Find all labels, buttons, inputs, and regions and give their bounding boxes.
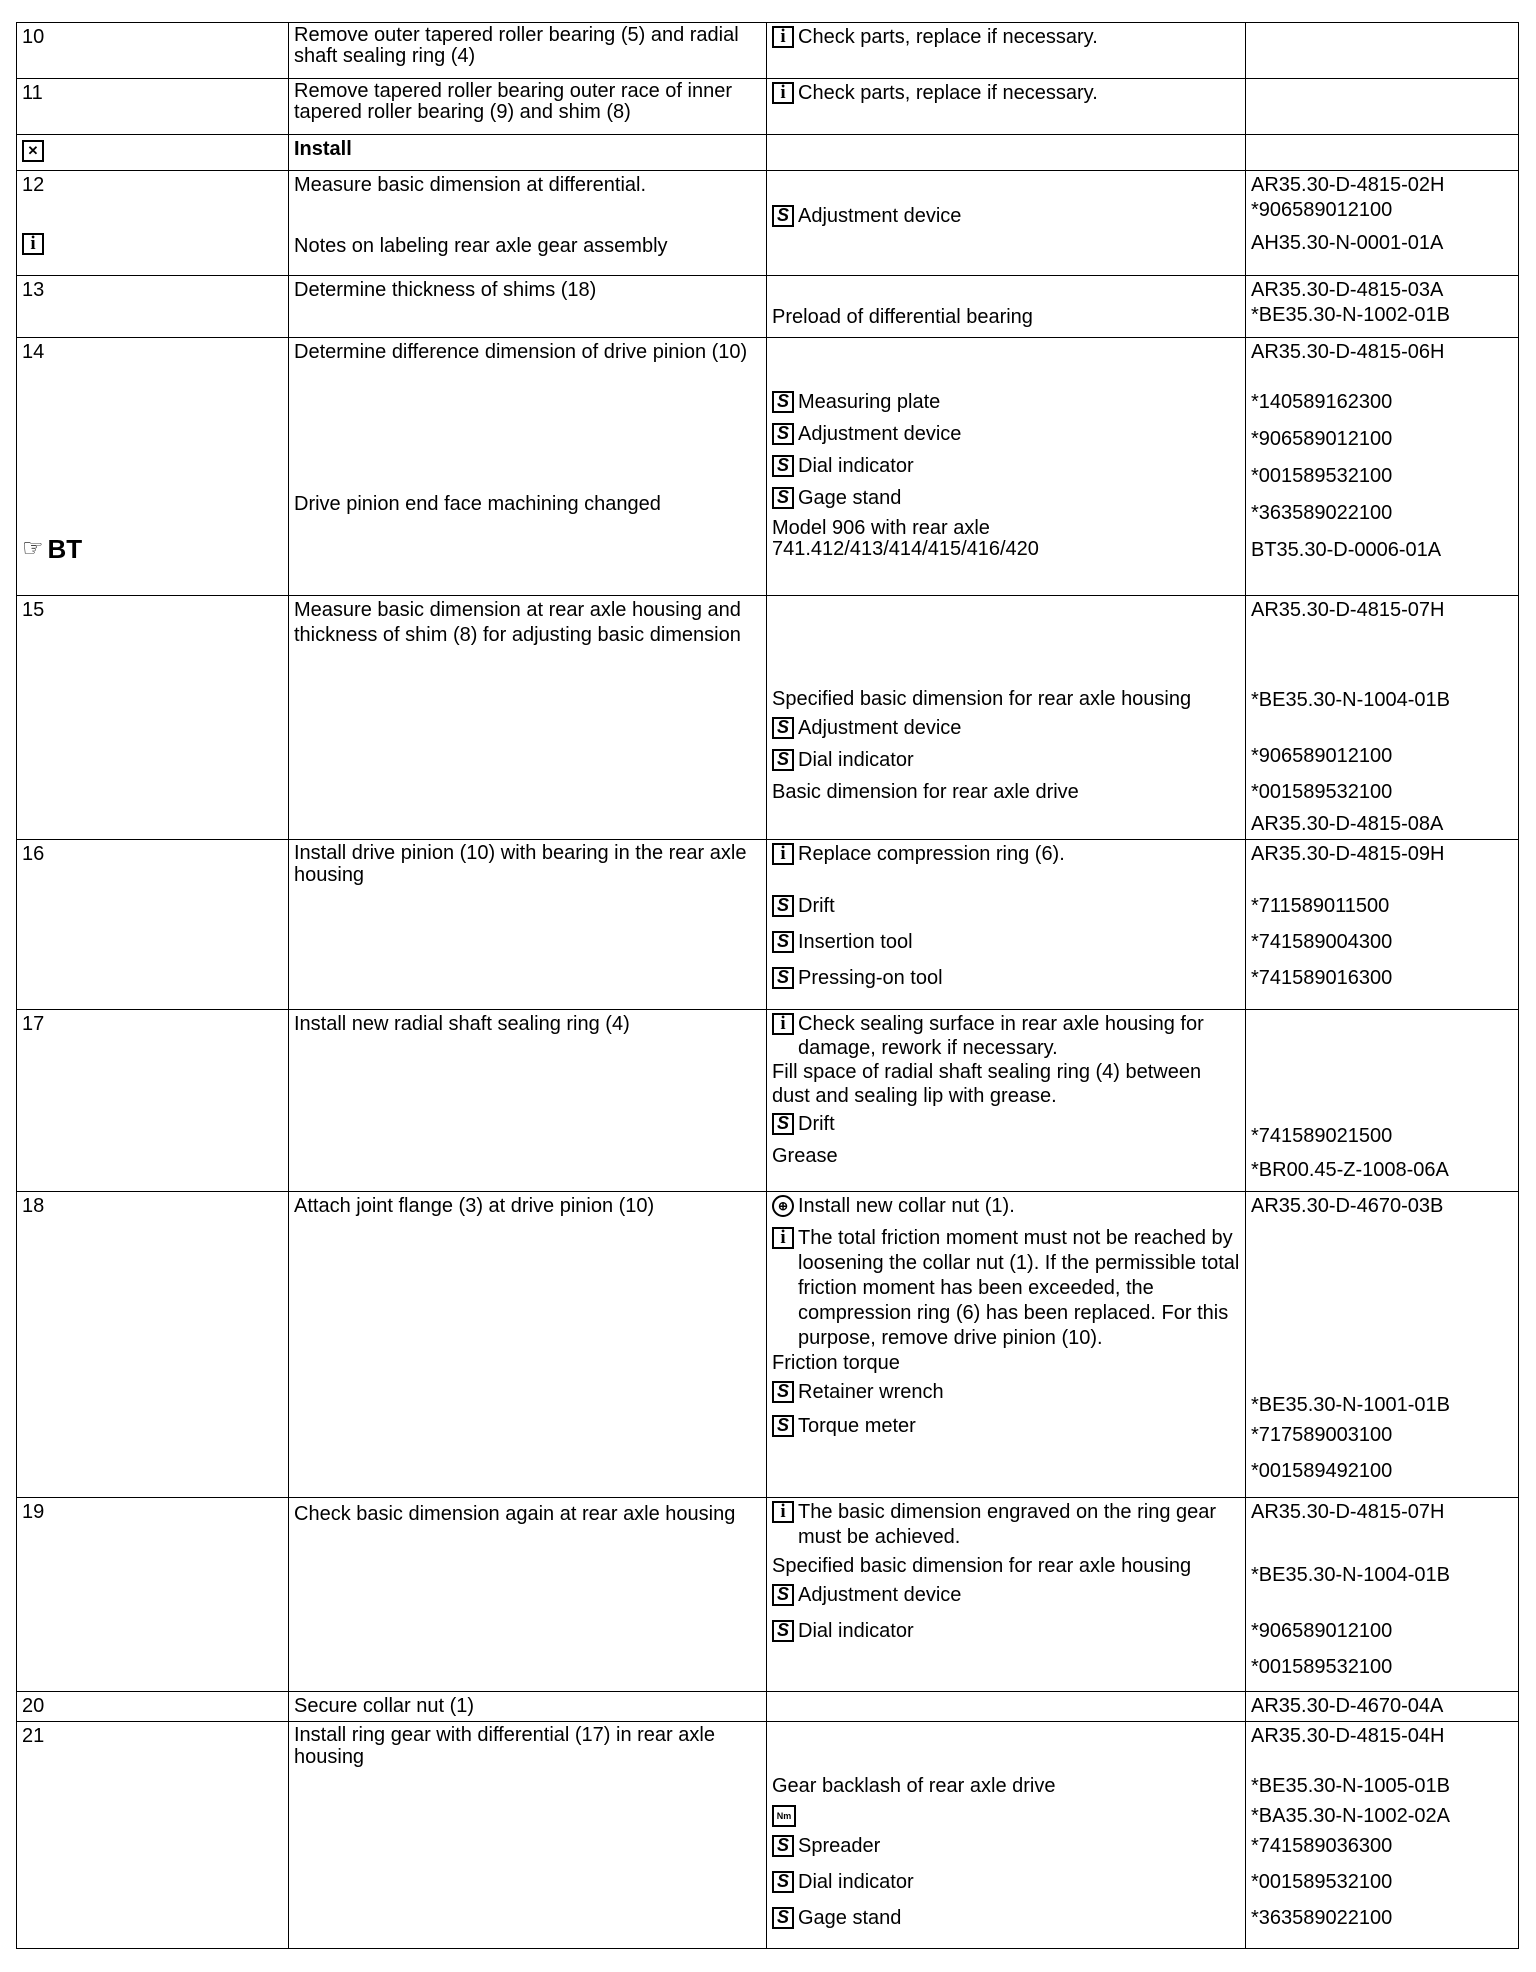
step-number: 16	[17, 840, 289, 1010]
special-tool-icon: S	[772, 487, 794, 509]
info-icon: i	[22, 233, 44, 255]
step-notes	[767, 171, 1246, 276]
special-tool-icon: S	[772, 391, 794, 413]
info-icon: i	[772, 843, 794, 865]
reference-link[interactable]: *001589532100	[1251, 1656, 1393, 1678]
reference-link[interactable]: *363589022100	[1251, 502, 1393, 524]
tool-name: Dial indicator	[798, 749, 914, 771]
step-reference	[1246, 79, 1519, 135]
step-reference	[1246, 276, 1519, 338]
work-steps-table-wrapper	[16, 22, 1518, 1949]
step-description: Measure basic dimension at rear axle housing and thickness of shim (8) for adjusting basic dimension	[289, 596, 767, 840]
step-number: 19	[17, 1498, 289, 1692]
step-description	[289, 171, 767, 276]
note-text: Check sealing surface in rear axle housing for damage, rework if necessary.	[798, 1013, 1204, 1059]
note-text: Replace compression ring (6).	[798, 843, 1065, 865]
table-row-install-header	[17, 135, 1519, 171]
work-steps-table	[16, 22, 1519, 1949]
step-reference	[1246, 840, 1519, 1010]
note-text: The total friction moment must not be reached by loosening the collar nut (1). If the permissible total friction moment has been exceeded, the compression ring (6) has been replaced. For this purpose, remove drive pinion (10).	[798, 1227, 1240, 1349]
reference-link[interactable]: AR35.30-D-4815-07H	[1251, 599, 1445, 621]
step-number: 17	[17, 1010, 289, 1192]
special-tool-icon: S	[772, 931, 794, 953]
step-number: 11	[17, 79, 289, 135]
step-notes	[767, 135, 1246, 171]
special-tool-icon: S	[772, 717, 794, 739]
note-text: Grease	[772, 1145, 838, 1167]
table-row	[17, 1692, 1519, 1722]
install-icon: ✕	[22, 140, 44, 162]
step-number: 13	[17, 276, 289, 338]
step-number: 15	[17, 596, 289, 840]
reference-link[interactable]: *BE35.30-N-1004-01B	[1251, 689, 1451, 711]
step-number: 10	[17, 23, 289, 79]
step-description: Install drive pinion (10) with bearing in the rear axle housing	[289, 840, 767, 1010]
step-reference	[1246, 338, 1519, 596]
tool-name: Retainer wrench	[798, 1381, 944, 1403]
info-icon: i	[772, 1501, 794, 1523]
bulletin-label: BT	[47, 534, 83, 564]
tool-name: Gage stand	[798, 487, 902, 509]
step-text-2: Notes on labeling rear axle gear assembly	[294, 235, 668, 257]
reference-link[interactable]: *001589532100	[1251, 1871, 1393, 1893]
tool-name: Torque meter	[798, 1415, 916, 1437]
step-number	[17, 338, 289, 596]
special-tool-icon: S	[772, 1907, 794, 1929]
info-icon: i	[772, 26, 794, 48]
reference-link[interactable]: AR35.30-D-4670-04A	[1251, 1695, 1444, 1717]
step-notes	[767, 840, 1246, 1010]
reference-link[interactable]: *906589012100	[1251, 745, 1393, 767]
reference-link[interactable]: *BE35.30-N-1004-01B	[1251, 1564, 1451, 1586]
note-text: Specified basic dimension for rear axle housing	[772, 688, 1192, 710]
table-row	[17, 23, 1519, 79]
step-number	[17, 135, 289, 171]
reference-link[interactable]: *001589492100	[1251, 1460, 1393, 1482]
step-description: Remove outer tapered roller bearing (5) and radial shaft sealing ring (4)	[289, 23, 767, 79]
info-icon: i	[772, 82, 794, 104]
tool-name: Drift	[798, 1113, 835, 1135]
tool-name: Insertion tool	[798, 931, 913, 953]
table-row	[17, 840, 1519, 1010]
step-description: Check basic dimension again at rear axle housing	[289, 1498, 767, 1692]
torque-nm-icon: Nm	[772, 1805, 796, 1827]
reference-link[interactable]: *BE35.30-N-1005-01B	[1251, 1775, 1451, 1797]
step-description: Determine thickness of shims (18)	[289, 276, 767, 338]
reference-link[interactable]: *906589012100	[1251, 1620, 1393, 1642]
step-text: Measure basic dimension at differential.	[294, 174, 647, 196]
step-description: Attach joint flange (3) at drive pinion (10)	[289, 1192, 767, 1498]
collar-nut-icon: ⊕	[772, 1195, 794, 1217]
step-number: 21	[17, 1722, 289, 1949]
special-tool-icon: S	[772, 749, 794, 771]
reference-link[interactable]: AR35.30-D-4815-02H	[1251, 174, 1445, 196]
table-row	[17, 1010, 1519, 1192]
step-reference	[1246, 1722, 1519, 1949]
step-text-2: Drive pinion end face machining changed	[294, 493, 661, 515]
table-row	[17, 79, 1519, 135]
tool-name: Pressing-on tool	[798, 967, 943, 989]
tool-name: Dial indicator	[798, 1871, 914, 1893]
reference-link[interactable]: *741589021500	[1251, 1125, 1393, 1147]
step-description: Install new radial shaft sealing ring (4)	[289, 1010, 767, 1192]
reference-link[interactable]: AR35.30-D-4815-09H	[1251, 843, 1445, 865]
step-reference	[1246, 171, 1519, 276]
tool-name: Drift	[798, 895, 835, 917]
special-tool-icon: S	[772, 423, 794, 445]
step-reference	[1246, 596, 1519, 840]
step-reference	[1246, 1010, 1519, 1192]
tool-name: Adjustment device	[798, 717, 962, 739]
special-tool-icon: S	[772, 1620, 794, 1642]
table-row	[17, 1498, 1519, 1692]
step-notes	[767, 596, 1246, 840]
special-tool-icon: S	[772, 455, 794, 477]
reference-link[interactable]: *741589036300	[1251, 1835, 1393, 1857]
step-number: 18	[17, 1192, 289, 1498]
pointing-hand-icon: ☞	[22, 535, 44, 562]
reference-link[interactable]: *001589532100	[1251, 465, 1393, 487]
reference-link[interactable]: AR35.30-D-4815-06H	[1251, 341, 1445, 363]
note-text: Gear backlash of rear axle drive	[772, 1775, 1056, 1797]
special-tool-icon: S	[772, 1871, 794, 1893]
table-row	[17, 276, 1519, 338]
step-notes	[767, 79, 1246, 135]
table-row	[17, 338, 1519, 596]
reference-link[interactable]: AR35.30-D-4815-04H	[1251, 1725, 1445, 1747]
reference-link[interactable]: *BE35.30-N-1001-01B	[1251, 1394, 1451, 1416]
step-description: Secure collar nut (1)	[289, 1692, 767, 1722]
note-text: Friction torque	[772, 1352, 900, 1374]
reference-link[interactable]: *717589003100	[1251, 1424, 1393, 1446]
reference-link[interactable]: AH35.30-N-0001-01A	[1251, 232, 1444, 254]
step-notes	[767, 23, 1246, 79]
tool-name: Adjustment device	[798, 205, 962, 227]
special-tool-icon: S	[772, 205, 794, 227]
step-reference	[1246, 1692, 1519, 1722]
note-text: Specified basic dimension for rear axle housing	[772, 1555, 1192, 1577]
step-notes	[767, 1692, 1246, 1722]
reference-link[interactable]: AR35.30-D-4815-03A	[1251, 279, 1444, 301]
step-number	[17, 171, 289, 276]
note-text: Check parts, replace if necessary.	[798, 82, 1098, 104]
table-row	[17, 596, 1519, 840]
bulletin-marker	[22, 535, 82, 563]
special-tool-icon: S	[772, 967, 794, 989]
table-row	[17, 1192, 1519, 1498]
reference-link[interactable]: AR35.30-D-4670-03B	[1251, 1195, 1444, 1217]
step-text: Determine difference dimension of drive pinion (10)	[294, 341, 748, 363]
reference-link[interactable]: BT35.30-D-0006-01A	[1251, 539, 1442, 561]
reference-link[interactable]: *140589162300	[1251, 391, 1393, 413]
reference-link[interactable]: *363589022100	[1251, 1907, 1393, 1929]
reference-link[interactable]: *BR00.45-Z-1008-06A	[1251, 1159, 1449, 1181]
tool-name: Measuring plate	[798, 391, 941, 413]
special-tool-icon: S	[772, 1113, 794, 1135]
info-icon: i	[772, 1227, 794, 1249]
note-text: Preload of differential bearing	[772, 306, 1033, 328]
special-tool-icon: S	[772, 1835, 794, 1857]
reference-link[interactable]: *BA35.30-N-1002-02A	[1251, 1805, 1451, 1827]
step-notes	[767, 1192, 1246, 1498]
tool-name: Adjustment device	[798, 1584, 962, 1606]
note-text: Model 906 with rear axle 741.412/413/414/415/416/420	[772, 517, 1039, 560]
info-icon: i	[772, 1013, 794, 1035]
step-description: Install ring gear with differential (17) in rear axle housing	[289, 1722, 767, 1949]
step-notes	[767, 276, 1246, 338]
step-notes	[767, 338, 1246, 596]
special-tool-icon: S	[772, 1415, 794, 1437]
step-reference	[1246, 23, 1519, 79]
tool-name: Spreader	[798, 1835, 881, 1857]
special-tool-icon: S	[772, 1381, 794, 1403]
step-number: 20	[17, 1692, 289, 1722]
reference-link[interactable]: *906589012100	[1251, 199, 1393, 221]
table-row	[17, 171, 1519, 276]
note-text: The basic dimension engraved on the ring gear must be achieved.	[798, 1501, 1217, 1548]
step-description	[289, 338, 767, 596]
reference-link[interactable]: AR35.30-D-4815-08A	[1251, 813, 1444, 835]
tool-name: Dial indicator	[798, 455, 914, 477]
reference-link[interactable]: *001589532100	[1251, 781, 1393, 803]
note-text: Check parts, replace if necessary.	[798, 26, 1098, 48]
step-notes	[767, 1010, 1246, 1192]
step-number-text: 12	[22, 174, 45, 196]
step-notes	[767, 1498, 1246, 1692]
tool-name: Adjustment device	[798, 423, 962, 445]
note-text: Basic dimension for rear axle drive	[772, 781, 1079, 803]
step-notes	[767, 1722, 1246, 1949]
reference-link[interactable]: *741589016300	[1251, 967, 1393, 989]
step-number-text: 14	[22, 341, 45, 363]
step-description: Remove tapered roller bearing outer race of inner tapered roller bearing (9) and shim (8)	[289, 79, 767, 135]
reference-link[interactable]: *741589004300	[1251, 931, 1393, 953]
special-tool-icon: S	[772, 895, 794, 917]
tool-name: Gage stand	[798, 1907, 902, 1929]
reference-link[interactable]: AR35.30-D-4815-07H	[1251, 1501, 1445, 1523]
reference-link[interactable]: *711589011500	[1251, 895, 1390, 917]
note-text: Install new collar nut (1).	[798, 1195, 1015, 1217]
reference-link[interactable]: *906589012100	[1251, 428, 1393, 450]
step-reference	[1246, 1498, 1519, 1692]
section-title: Install	[289, 135, 767, 171]
table-row	[17, 1722, 1519, 1949]
note-text: Fill space of radial shaft sealing ring (4) between dust and sealing lip with grease.	[772, 1061, 1202, 1107]
special-tool-icon: S	[772, 1584, 794, 1606]
step-reference	[1246, 135, 1519, 171]
step-reference	[1246, 1192, 1519, 1498]
reference-link[interactable]: *BE35.30-N-1002-01B	[1251, 304, 1451, 326]
tool-name: Dial indicator	[798, 1620, 914, 1642]
